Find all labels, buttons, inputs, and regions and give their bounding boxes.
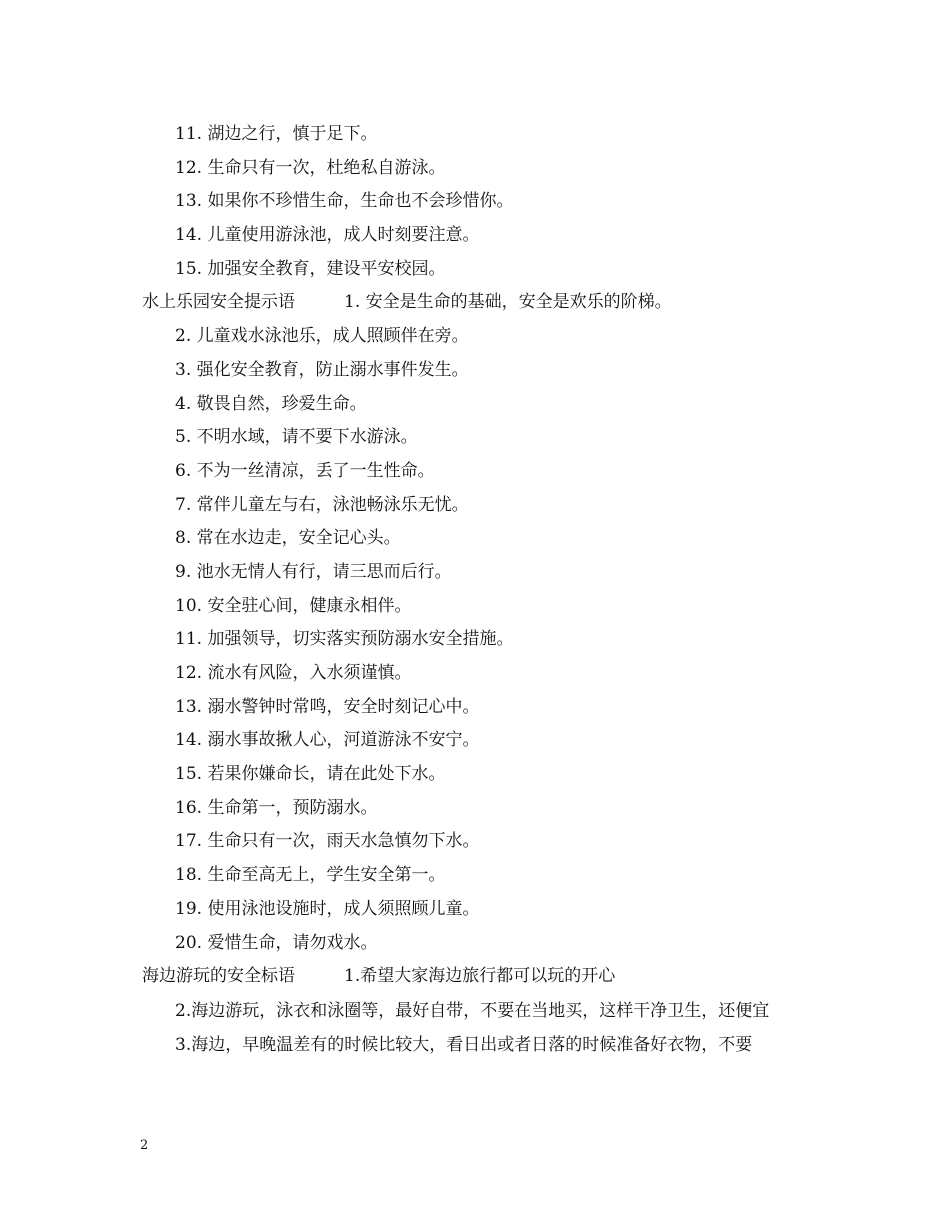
list-item: 15. 加强安全教育，建设平安校园。 — [175, 258, 446, 279]
list-item: 6. 不为一丝清凉，丢了一生性命。 — [175, 460, 435, 481]
list-item: 14. 溺水事故揪人心，河道游泳不安宁。 — [175, 730, 480, 751]
list-item: 3. 强化安全教育，防止溺水事件发生。 — [175, 359, 469, 380]
list-item: 14. 儿童使用游泳池，成人时刻要注意。 — [175, 225, 480, 246]
list-item: 20. 爱惜生命，请勿戏水。 — [175, 932, 378, 953]
paragraph: 2.海边游玩，泳衣和泳圈等，最好自带，不要在当地买，这样干净卫生，还便宜 — [175, 1000, 770, 1021]
list-item: 11. 湖边之行，慎于足下。 — [175, 124, 378, 144]
water-park-heading-row — [142, 286, 822, 320]
list-item: 2. 儿童戏水泳池乐，成人照顾伴在旁。 — [175, 326, 469, 347]
list-item: 18. 生命至高无上，学生安全第一。 — [175, 865, 446, 886]
list-item: 13. 溺水警钟时常鸣，安全时刻记心中。 — [175, 696, 480, 717]
list-item: 15. 若果你嫌命长，请在此处下水。 — [175, 764, 446, 785]
list-item: 10. 安全驻心间，健康永相伴。 — [175, 595, 412, 616]
list-item: 9. 池水无情人有行，请三思而后行。 — [175, 561, 452, 582]
document-body — [142, 118, 822, 1062]
list-item: 1.希望大家海边旅行都可以玩的开心 — [344, 966, 616, 987]
section-heading-water-park: 水上乐园安全提示语 — [142, 292, 295, 313]
list-item: 17. 生命只有一次，雨天水急慎勿下水。 — [175, 831, 480, 852]
list-item: 12. 生命只有一次，杜绝私自游泳。 — [175, 157, 446, 178]
section-heading-seaside: 海边游玩的安全标语 — [142, 966, 295, 987]
seaside-heading-row — [142, 960, 822, 994]
list-item: 16. 生命第一，预防溺水。 — [175, 797, 378, 818]
list-item: 12. 流水有风险，入水须谨慎。 — [175, 663, 412, 683]
list-item: 8. 常在水边走，安全记心头。 — [175, 528, 401, 549]
list-item: 11. 加强领导，切实落实预防溺水安全措施。 — [175, 629, 514, 650]
list-item: 7. 常伴儿童左与右，泳池畅泳乐无忧。 — [175, 494, 469, 515]
list-item: 5. 不明水域，请不要下水游泳。 — [175, 427, 418, 448]
list-item: 1. 安全是生命的基础，安全是欢乐的阶梯。 — [344, 292, 672, 313]
paragraph: 3.海边，早晚温差有的时候比较大，看日出或者日落的时候准备好衣物，不要 — [175, 1034, 753, 1055]
list-item: 4. 敬畏自然，珍爱生命。 — [175, 393, 367, 414]
list-item: 13. 如果你不珍惜生命，生命也不会珍惜你。 — [175, 191, 514, 212]
list-item: 19. 使用泳池设施时，成人须照顾儿童。 — [175, 898, 480, 919]
page-number: 2 — [140, 1138, 149, 1153]
